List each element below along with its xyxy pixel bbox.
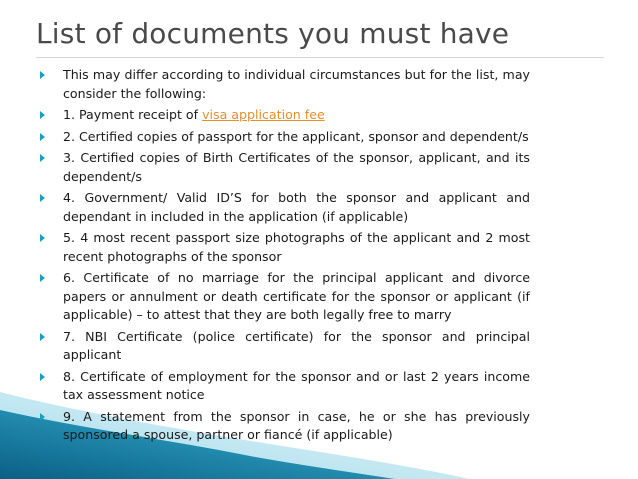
list-item-text: 8. Certificate of employment for the sponsor and or last 2 years income tax assessment notice — [63, 368, 530, 402]
list-item — [40, 229, 530, 266]
list-item — [40, 269, 530, 325]
slide-title: List of documents you must have — [36, 17, 510, 50]
list-item-text: 1. Payment receipt of — [63, 107, 203, 122]
list-item — [40, 408, 530, 445]
arrow-bullet-icon — [40, 111, 45, 119]
arrow-bullet-icon — [40, 333, 45, 341]
list-item — [40, 149, 530, 186]
list-item-text: 7. NBI Certificate (police certificate) for the sponsor and principal applicant — [63, 328, 530, 362]
list-item-text: 2. Certified copies of passport for the applicant, sponsor and dependent/s — [63, 128, 529, 144]
list-item — [40, 328, 530, 365]
arrow-bullet-icon — [40, 154, 45, 162]
list-item — [40, 128, 530, 147]
arrow-bullet-icon — [40, 274, 45, 282]
list-item-text: 5. 4 most recent passport size photographs of the applicant and 2 most recent photographs of the sponsor — [63, 230, 530, 264]
list-item — [40, 66, 530, 103]
list-item-text: 6. Certificate of no marriage for the principal applicant and divorce papers or annulment or death certificate for the sponsor or applicant (if applicable) – to attest that they are both legally free to marry — [63, 270, 530, 322]
list-item — [40, 189, 530, 226]
list-item-text: 3. Certified copies of Birth Certificates of the sponsor, applicant, and its dependent/s — [63, 150, 530, 184]
arrow-bullet-icon — [40, 413, 45, 421]
arrow-bullet-icon — [40, 194, 45, 202]
arrow-bullet-icon — [40, 234, 45, 242]
list-item — [40, 368, 530, 405]
list-item-text: This may differ according to individual circumstances but for the list, may consider the following: — [63, 67, 530, 101]
list-item — [40, 106, 530, 125]
arrow-bullet-icon — [40, 133, 45, 141]
list-item-text: 4. Government/ Valid ID’S for both the sponsor and applicant and dependant in included in the application (if applicable) — [63, 190, 530, 224]
arrow-bullet-icon — [40, 373, 45, 381]
arrow-bullet-icon — [40, 71, 45, 79]
list-item-text: 9. A statement from the sponsor in case, he or she has previously sponsored a spouse, partner or fiancé (if applicable) — [63, 408, 530, 442]
visa-fee-link[interactable]: visa application fee — [202, 107, 325, 122]
document-list — [40, 66, 530, 448]
